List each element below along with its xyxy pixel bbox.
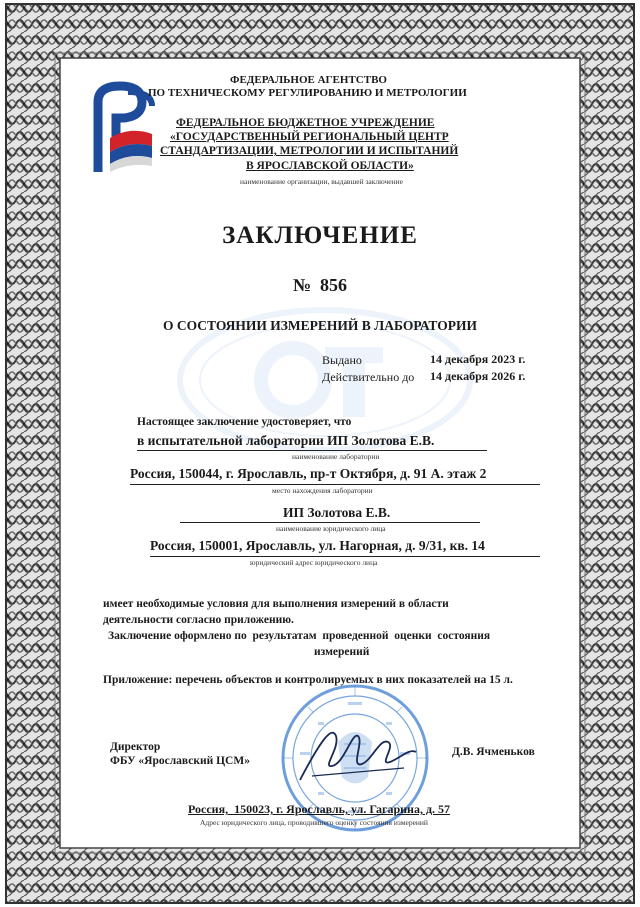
org-line-2: «ГОСУДАРСТВЕННЫЙ РЕГИОНАЛЬНЫЙ ЦЕНТР: [170, 131, 449, 143]
lab-address-underline: [130, 484, 540, 485]
laboratory-name: в испытательной лаборатории ИП Золотова Е.В.: [137, 433, 435, 448]
footer-address: Россия, 150023, г. Ярославль, ул. Гагарина, д. 57: [188, 802, 451, 816]
document-title: ЗАКЛЮЧЕНИЕ: [222, 222, 418, 249]
laboratory-underline: [137, 450, 487, 451]
issued-date: 14 декабря 2023 г.: [430, 352, 526, 366]
legal-entity-caption: наименование юридического лица: [276, 524, 386, 533]
document-subtitle: О СОСТОЯНИИ ИЗМЕРЕНИЙ В ЛАБОРАТОРИИ: [162, 318, 477, 333]
footer-caption: Адрес юридического лица, проводившего оценку состояния измерений: [200, 818, 428, 827]
issued-label: Выдано: [322, 353, 362, 367]
legal-address-caption: юридический адрес юридического лица: [250, 558, 378, 567]
appendix-text: Приложение: перечень объектов и контролируемых в них показателей на 15 л.: [103, 674, 513, 686]
laboratory-caption: наименование лаборатории: [292, 452, 380, 461]
lab-address: Россия, 150044, г. Ярославль, пр-т Октября, д. 91 А. этаж 2: [130, 466, 487, 481]
body-line-4: измерений: [314, 646, 370, 658]
legal-entity-underline: [180, 522, 480, 523]
document-number: № 856: [292, 275, 348, 295]
valid-label: Действительно до: [322, 370, 415, 384]
body-line-3: Заключение оформлено по результатам проведенной оценки состояния: [108, 630, 491, 642]
legal-entity-name: ИП Золотова Е.В.: [283, 505, 391, 520]
agency-line-2: ПО ТЕХНИЧЕСКОМУ РЕГУЛИРОВАНИЮ И МЕТРОЛОГИИ: [148, 87, 467, 99]
legal-address: Россия, 150001, Ярославль, ул. Нагорная, д. 9/31, кв. 14: [150, 538, 485, 553]
director-signature: [292, 718, 422, 788]
valid-date: 14 декабря 2026 г.: [430, 369, 526, 383]
certifies-text: Настоящее заключение удостоверяет, что: [137, 416, 352, 428]
org-line-1: ФЕДЕРАЛЬНОЕ БЮДЖЕТНОЕ УЧРЕЖДЕНИЕ: [176, 117, 435, 129]
lab-address-caption: место нахождения лаборатории: [272, 486, 373, 495]
body-line-1: имеет необходимые условия для выполнения измерений в области: [103, 598, 449, 610]
agency-line-1: ФЕДЕРАЛЬНОЕ АГЕНТСТВО: [230, 74, 387, 86]
org-caption: наименование организации, выдавшей заключение: [240, 177, 403, 186]
body-line-2: деятельности согласно приложению.: [103, 614, 294, 626]
signatory-title-1: Директор: [110, 741, 161, 753]
org-line-3: СТАНДАРТИЗАЦИИ, МЕТРОЛОГИИ И ИСПЫТАНИЙ: [160, 145, 459, 157]
legal-address-underline: [150, 556, 540, 557]
org-line-4: В ЯРОСЛАВСКОЙ ОБЛАСТИ»: [246, 160, 414, 172]
signatory-title-2: ФБУ «Ярославский ЦСМ»: [110, 755, 250, 767]
signatory-name: Д.В. Ячменьков: [452, 746, 535, 758]
